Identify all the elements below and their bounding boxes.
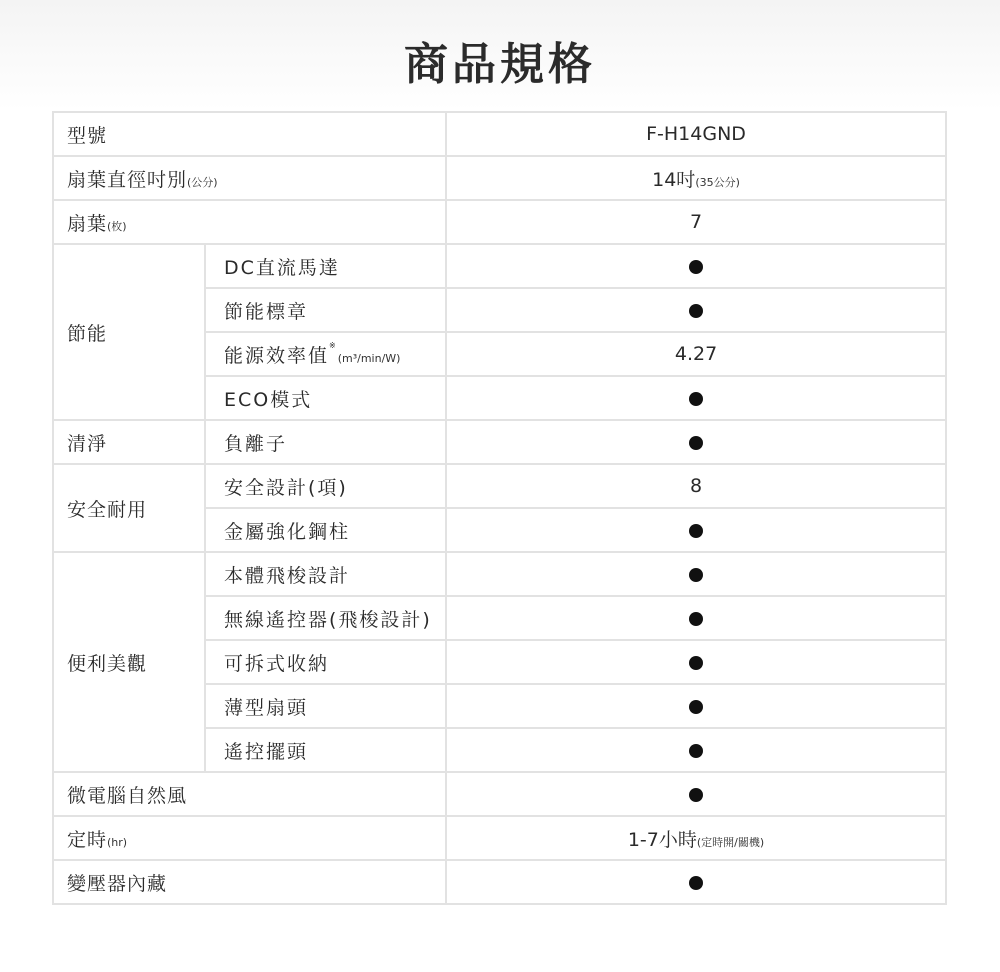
bullet-dot <box>689 788 703 802</box>
value-thin-head <box>446 684 946 728</box>
value-timer: 1-7小時(定時開/關機) <box>446 816 946 860</box>
label-storage: 可拆式收納 <box>205 640 446 684</box>
table-row-model <box>53 112 946 156</box>
table-row-anion <box>53 420 946 464</box>
bullet-dot <box>689 656 703 670</box>
value-transformer <box>446 860 946 904</box>
value-model: F-H14GND <box>446 112 946 156</box>
value-storage <box>446 640 946 684</box>
table-row-timer <box>53 816 946 860</box>
table-row-transformer <box>53 860 946 904</box>
label-eco: ECO模式 <box>205 376 446 420</box>
table-row-diameter <box>53 156 946 200</box>
label-efficiency: 能源效率值※(m³/min/W) <box>205 332 446 376</box>
label-remote: 無線遙控器(飛梭設計) <box>205 596 446 640</box>
table-row-blades <box>53 200 946 244</box>
bullet-dot <box>689 304 703 318</box>
value-dc-motor <box>446 244 946 288</box>
label-timer: 定時(hr) <box>53 816 446 860</box>
bullet-dot <box>689 392 703 406</box>
category-energy: 節能 <box>53 244 205 420</box>
label-pillar: 金屬強化鋼柱 <box>205 508 446 552</box>
label-dc-motor: DC直流馬達 <box>205 244 446 288</box>
label-transformer: 變壓器內藏 <box>53 860 446 904</box>
table-row-shuttle <box>53 552 946 596</box>
label-natural-wind: 微電腦自然風 <box>53 772 446 816</box>
category-clean: 清淨 <box>53 420 205 464</box>
label-thin-head: 薄型扇頭 <box>205 684 446 728</box>
table-row-dc-motor <box>53 244 946 288</box>
label-safety-design: 安全設計(項) <box>205 464 446 508</box>
value-remote <box>446 596 946 640</box>
label-blades: 扇葉(枚) <box>53 200 446 244</box>
bullet-dot <box>689 876 703 890</box>
bullet-dot <box>689 700 703 714</box>
category-safety: 安全耐用 <box>53 464 205 552</box>
value-natural-wind <box>446 772 946 816</box>
value-pillar <box>446 508 946 552</box>
bullet-dot <box>689 260 703 274</box>
label-model: 型號 <box>53 112 446 156</box>
category-convenience: 便利美觀 <box>53 552 205 772</box>
value-blades: 7 <box>446 200 946 244</box>
label-badge: 節能標章 <box>205 288 446 332</box>
table-row-natural-wind <box>53 772 946 816</box>
value-eco <box>446 376 946 420</box>
bullet-dot <box>689 436 703 450</box>
value-badge <box>446 288 946 332</box>
page-title: 商品規格 <box>404 39 596 90</box>
bullet-dot <box>689 744 703 758</box>
spec-table <box>52 111 947 905</box>
value-shuttle <box>446 552 946 596</box>
bullet-dot <box>689 524 703 538</box>
value-swing <box>446 728 946 772</box>
label-shuttle: 本體飛梭設計 <box>205 552 446 596</box>
bullet-dot <box>689 612 703 626</box>
bullet-dot <box>689 568 703 582</box>
label-swing: 遙控擺頭 <box>205 728 446 772</box>
value-anion <box>446 420 946 464</box>
value-diameter: 14吋(35公分) <box>446 156 946 200</box>
label-anion: 負離子 <box>205 420 446 464</box>
label-diameter: 扇葉直徑吋別(公分) <box>53 156 446 200</box>
value-efficiency: 4.27 <box>446 332 946 376</box>
value-safety-design: 8 <box>446 464 946 508</box>
table-row-safety-design <box>53 464 946 508</box>
